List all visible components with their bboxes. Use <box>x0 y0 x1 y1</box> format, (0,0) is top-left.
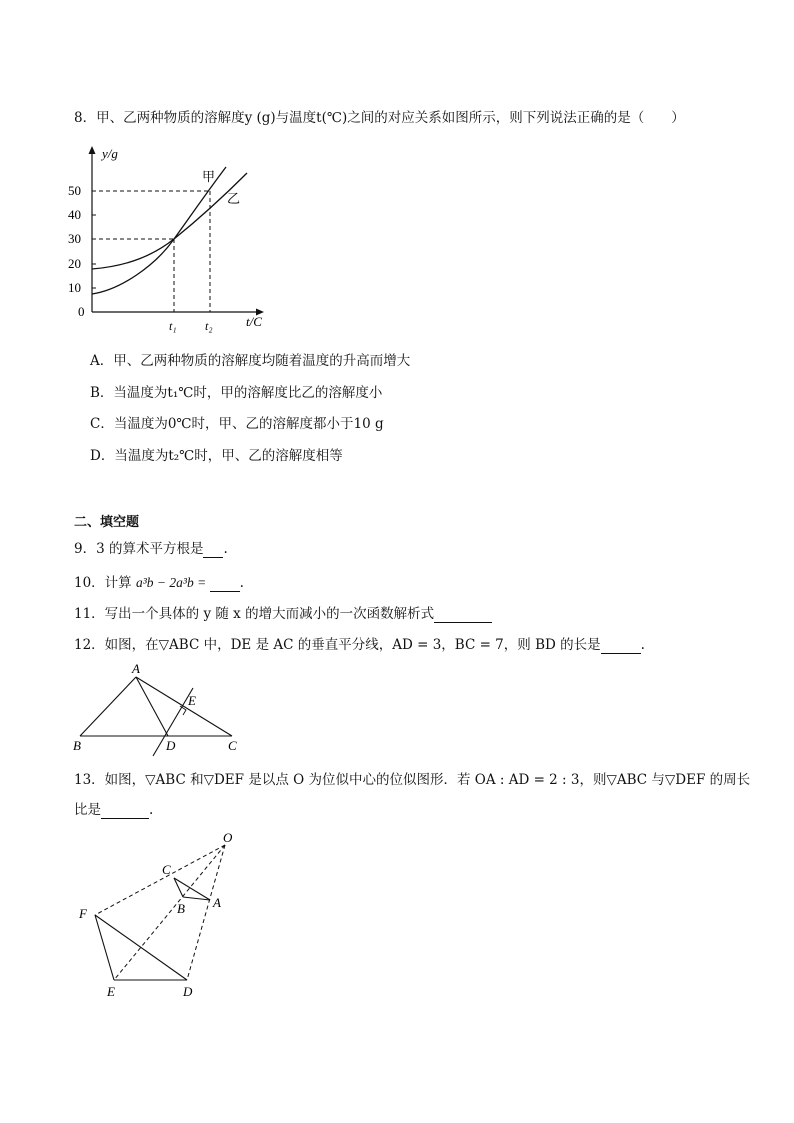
q8-option-a: A．甲、乙两种物质的溶解度均随着温度的升高而增大 <box>90 353 411 369</box>
q12 <box>74 636 645 654</box>
q13-homothety-figure <box>70 830 250 1005</box>
curve-jia <box>92 167 226 294</box>
segment-fd <box>95 915 187 980</box>
q10-answer-blank[interactable] <box>210 577 240 592</box>
q9-text: 9．3 的算术平方根是 <box>74 541 204 557</box>
point-e-label: E <box>107 984 115 999</box>
x-axis-label: t/C <box>246 314 262 329</box>
y-tick-label: 20 <box>68 256 81 271</box>
x-tick-label: t₂ <box>205 319 213 333</box>
q10-pre: 10．计算 <box>74 575 136 591</box>
y-tick-label: 10 <box>68 280 81 295</box>
q12-triangle-figure <box>70 660 250 760</box>
y-tick-label: 50 <box>68 183 81 198</box>
curve-yi <box>92 173 247 269</box>
q9 <box>74 540 228 558</box>
q10-expression: a³b − 2a³b = <box>135 575 210 590</box>
y-tick-label: 0 <box>78 304 85 319</box>
segment-fe <box>95 915 114 980</box>
q8-option-d: D．当温度为t₂℃时，甲、乙的溶解度相等 <box>90 448 343 464</box>
point-c-label: C <box>162 862 171 877</box>
segment-ac <box>136 677 232 736</box>
point-f-label: F <box>79 906 87 921</box>
q13-answer-blank[interactable] <box>101 804 149 819</box>
point-a-label: A <box>132 661 140 676</box>
q12-tail: . <box>640 637 645 653</box>
q8-option-c: C．当温度为0℃时，甲、乙的溶解度都小于10 g <box>90 416 384 432</box>
q11-answer-blank[interactable] <box>434 608 492 623</box>
point-d-label: D <box>166 738 176 753</box>
q13-line1: 13．如图，▽ABC 和▽DEF 是以点 O 为位似中心的位似图形．若 OA : AD = 2 : 3，则▽ABC 与▽DEF 的周长 <box>74 772 751 788</box>
q11-text: 11．写出一个具体的 y 随 x 的增大而减小的一次函数解析式 <box>74 606 435 622</box>
q13-line2-text: 比是 <box>74 802 101 818</box>
q10 <box>74 574 244 592</box>
q8-option-b: B．当温度为t₁℃时，甲的溶解度比乙的溶解度小 <box>90 385 383 401</box>
x-tick-label: t₁ <box>169 319 177 333</box>
q13-tail: . <box>149 802 154 818</box>
q8-solubility-chart <box>60 140 290 340</box>
segment-ab <box>80 677 136 736</box>
q13-line2 <box>74 801 153 819</box>
q12-text: 12．如图，在▽ABC 中，DE 是 AC 的垂直平分线，AD = 3，BC = 7，则 BD 的长是 <box>74 637 601 653</box>
curve-label-yi: 乙 <box>227 191 241 206</box>
segment-ad <box>136 677 168 736</box>
section-title: 二、填空题 <box>74 515 140 530</box>
y-axis-arrow <box>89 146 96 154</box>
point-a-label: A <box>213 895 221 910</box>
ray-o-d <box>187 845 225 980</box>
y-axis-label: y/g <box>102 146 118 161</box>
point-d-label: D <box>183 984 193 999</box>
q11 <box>74 605 492 623</box>
y-tick-label: 30 <box>68 231 81 246</box>
q10-tail: . <box>239 575 244 591</box>
point-e-label: E <box>188 693 196 708</box>
q9-answer-blank[interactable] <box>203 543 223 558</box>
y-tick-label: 40 <box>68 207 81 222</box>
point-o-label: O <box>223 830 233 845</box>
point-b-label: B <box>177 901 185 916</box>
ray-o-f <box>95 845 225 915</box>
point-c-label: C <box>228 738 237 753</box>
point-b-label: B <box>73 738 81 753</box>
q12-answer-blank[interactable] <box>601 639 641 654</box>
q8-stem: 8．甲、乙两种物质的溶解度y (g)与温度t(℃)之间的对应关系如图所示，则下列说法正确的是（ ） <box>74 110 685 126</box>
curve-label-jia: 甲 <box>202 169 216 184</box>
q9-tail: . <box>223 541 228 557</box>
